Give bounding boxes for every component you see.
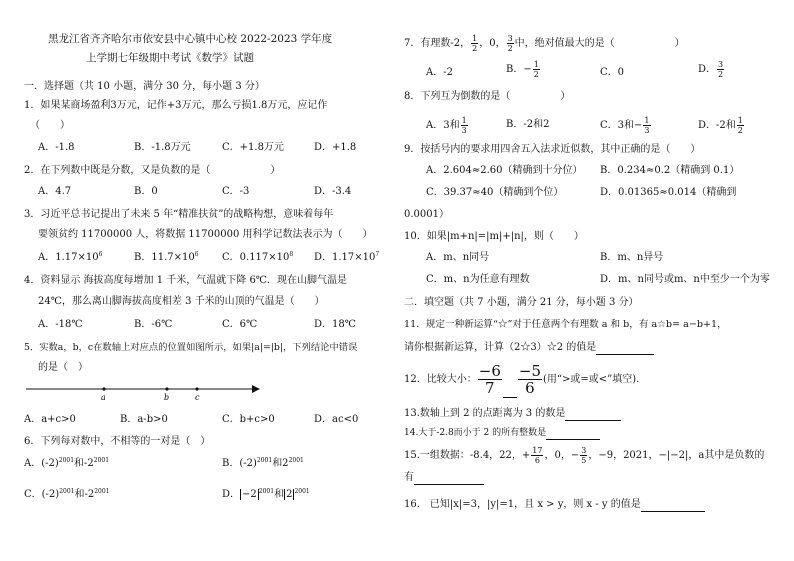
q10-option-d[interactable]: D．m、n同号或m、n中至少一个为零 [600,274,770,285]
q7-text: 7．有理数-2， $\frac{1}{2}$ ，0， $\frac{3}{2}$ 中，绝对值最大的是（ ） [404,34,685,53]
q1-option-c[interactable]: C．+1.8万元 [222,142,284,153]
q11-text-a: 11．规定一种新运算“☆”对于任意两个有理数 a 和 b，有 a☆b= a−b+1， [404,319,727,330]
number-line-arrow [252,385,260,393]
point-a [102,387,105,390]
q1-option-d[interactable]: D．+1.8 [314,142,357,153]
q10-text: 10．如果|m+n|=|m|+|n|，则（ ） [404,231,584,242]
number-line-figure [24,380,264,404]
q3-option-d[interactable]: D．$1.17\times 10^7$ [314,251,380,263]
q3-text-a: 3．习近平总书记提出了未来 5 年“精准扶贫”的战略构想，意味着每年 [24,209,334,220]
q9-option-d-cont: 0.0001） [404,209,449,220]
q4-option-b[interactable]: B．-6℃ [134,319,173,330]
q3-option-b[interactable]: B．$11.7\times 10^6$ [134,251,199,263]
q16-answer-blank[interactable] [641,497,705,512]
q14-text: 14.大于-2.8而小于 2 的所有整数是 [404,425,600,440]
q7-option-a[interactable]: A．-2 [426,67,453,78]
q7-option-b[interactable]: B．− $\frac{1}{2}$ [506,60,539,79]
q4-option-d[interactable]: D．18℃ [314,319,356,330]
q8-option-a[interactable]: A．3和 $\frac{1}{3}$ [426,116,467,135]
q5-option-d[interactable]: D．ac<0 [314,414,359,425]
q5-option-b[interactable]: B．a-b>0 [120,414,168,425]
q15-text-a: 15.一组数据：-8.4，22，+ $\frac{17}{6}$ ，0，− $\frac{3}{5}$ ，−9，2021，−|−2|，a其中是负数的 [404,446,765,465]
q13-text: 13.数轴上到 2 的点距离为 3 的数是 [404,406,621,421]
label-b: b [164,393,170,402]
q3-option-c[interactable]: C．$0.117\times 10^8$ [222,251,294,263]
q11-answer-blank[interactable] [596,340,654,355]
point-c [195,387,198,390]
q15-text-b: 有 [404,470,484,485]
point-b [165,387,168,390]
q2-option-a[interactable]: A．4.7 [38,186,72,197]
q10-option-b[interactable]: B．m、n异号 [600,252,664,263]
q14-answer-blank[interactable] [546,425,600,440]
q1-text: 1．如果某商场盈利3万元，记作+3万元，那么亏损1.8万元，应记作 [24,100,328,111]
q11-text-b: 请你根据新运算，计算（2☆3）☆2 的值是 [404,340,654,355]
q7-option-d[interactable]: D． $\frac{3}{2}$ [698,60,724,79]
q9-option-b[interactable]: B．0.234≈0.2（精确到 0.1） [600,165,740,176]
q10-option-c[interactable]: C．m、n为任意有理数 [426,274,530,285]
q6-option-d[interactable]: D． −2 $^{2001}$和 2 $^{2001}$ [222,488,310,500]
q4-text-a: 4．资料显示 海拔高度每增加 1 千米，气温就下降 6℃．现在山脚气温是 [24,275,347,286]
section2-heading: 二．填空题（共 7 小题，满分 21 分，每小题 3 分） [404,297,639,308]
q4-option-a[interactable]: A．-18℃ [38,319,83,330]
q5-text-a: 5．实数a，b，c在数轴上对应点的位置如图所示，如果|a|=|b|，下列结论中错误 [24,342,358,353]
q9-text: 9．按括号内的要求用四舍五入法求近似数，其中正确的是（ ） [404,144,701,155]
title-line-2: 上学期七年级期中考试《数学》试题 [86,52,254,64]
q13-answer-blank[interactable] [565,406,621,421]
q1-paren: （ ） [30,120,70,131]
q12-answer-blank[interactable] [503,361,517,398]
q9-option-a[interactable]: A．2.604≈2.60（精确到十分位） [426,165,583,176]
q5-option-a[interactable]: A．a+c>0 [24,414,76,425]
q4-option-c[interactable]: C．6℃ [222,319,258,330]
q9-option-c[interactable]: C．39.37≈40（精确到个位） [426,187,564,198]
q3-text-b: 要领贫约 11700000 人，将数据 11700000 用科学记数法表示为（ ） [38,229,373,240]
q8-option-c[interactable]: C．3和− $\frac{1}{3}$ [600,116,650,135]
q7-option-c[interactable]: C．0 [600,67,625,78]
q1-option-a[interactable]: A．-1.8 [38,142,75,153]
q10-option-a[interactable]: A．m、n同号 [426,252,490,263]
q12-text: 12．比较大小： $\frac{-6}{7}$ $\frac{-5}{6}$ (用“>或=或<”填空). [404,362,640,397]
q6-option-b[interactable]: B．$(-2)^{2001}$和$2^{2001}$ [222,457,304,469]
q6-text: 6．下列每对数中，不相等的一对是（ ） [24,436,211,447]
q8-option-b[interactable]: B．-2和2 [506,119,550,130]
q16-text: 16. 已知|x|=3，|y|=1，且 x > y，则 x - y 的值是 [404,497,705,512]
q5-text-b: 的是（ ） [38,362,88,373]
q6-option-a[interactable]: A．$(-2)^{2001}$和$-2^{2001}$ [24,457,110,469]
q3-option-a[interactable]: A．$1.17\times 10^6$ [38,251,103,263]
label-a: a [101,393,106,402]
q2-option-b[interactable]: B．0 [134,186,158,197]
q8-text: 8．下列互为倒数的是（ ） [404,91,571,102]
q2-text: 2．在下列数中既是分数，又是负数的是（ ） [24,165,281,176]
title-line-1: 黑龙江省齐齐哈尔市依安县中心镇中心校 2022-2023 学年度 [48,33,333,45]
q9-option-d[interactable]: D．0.01365≈0.014（精确到 [600,187,737,198]
q1-option-b[interactable]: B．-1.8万元 [134,142,191,153]
q2-option-d[interactable]: D．-3.4 [314,186,352,197]
q6-option-c[interactable]: C．$(-2)^{2001}$和$-2^{2001}$ [24,488,110,500]
section1-heading: 一．选择题（共 10 小题，满分 30 分，每小题 3 分） [24,81,265,92]
q5-option-c[interactable]: C．b+c>0 [222,414,275,425]
q4-text-b: 24℃，那么离山脚海拔高度相差 3 千米的山顶的气温是（ ） [38,296,325,307]
q15-answer-blank[interactable] [414,470,484,485]
label-c: c [195,393,200,402]
q8-option-d[interactable]: D．-2和 $\frac{1}{2}$ [698,116,743,135]
q2-option-c[interactable]: C．-3 [222,186,250,197]
